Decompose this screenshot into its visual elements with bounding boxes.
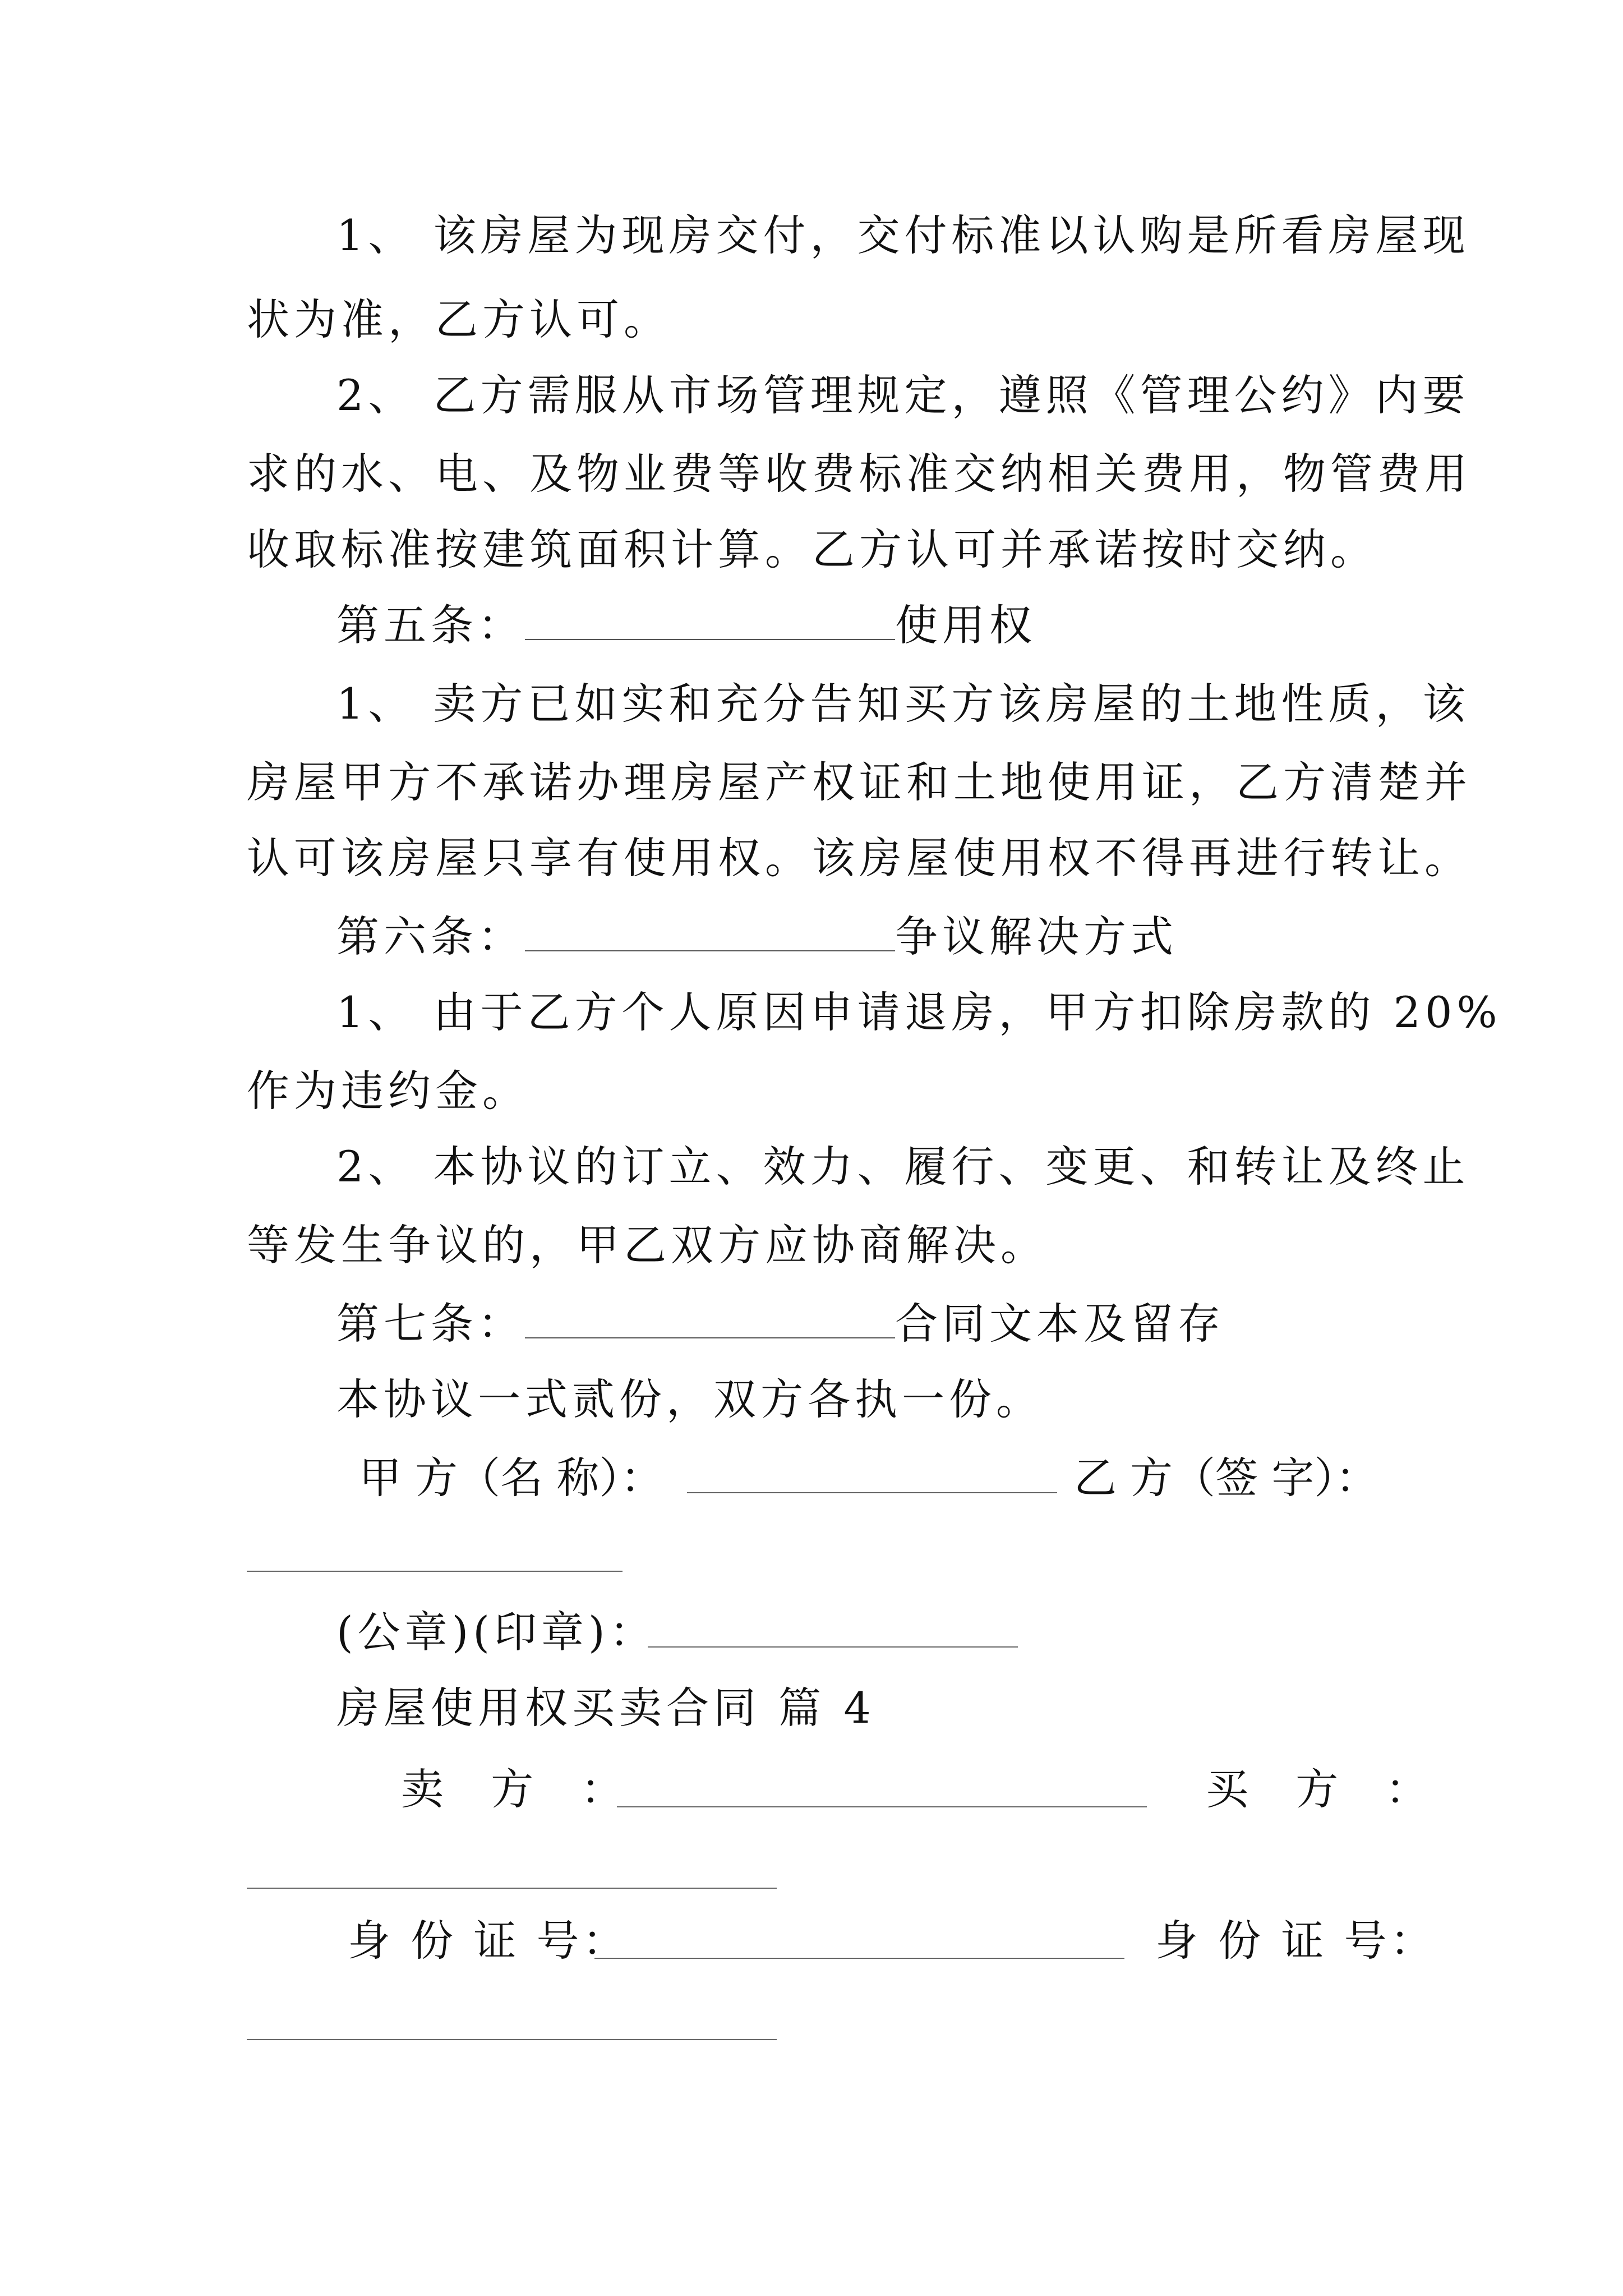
article-7-prefix: 第七条： [336, 1299, 525, 1349]
article-6-item-1-line-1: 1、 由于乙方个人原因申请退房，甲方扣除房款的 20% [336, 987, 1502, 1037]
article-6-prefix: 第六条： [336, 912, 525, 961]
article-5-blank-line [525, 600, 895, 640]
clause-4-item-2-line-2: 求的水、电、及物业费等收费标准交纳相关费用，物管费用 [247, 449, 1472, 499]
seal-label: (公章)(印章)： [336, 1607, 657, 1657]
article-7-title: 合同文本及留存 [895, 1299, 1225, 1349]
seller-label: 卖 方 ： [401, 1764, 640, 1814]
clause-4-item-2-line-1: 2、 乙方需服从市场管理规定，遵照《管理公约》内要 [336, 370, 1470, 420]
article-6-blank-line [525, 911, 895, 951]
article-7-blank-line [525, 1298, 895, 1338]
article-5-prefix: 第五条： [336, 600, 525, 650]
clause-4-item-2-line-3: 收取标准按建筑面积计算。乙方认可并承诺按时交纳。 [247, 524, 1377, 574]
article-6-item-2-line-2: 等发生争议的，甲乙双方应协商解决。 [247, 1220, 1048, 1270]
party-a-blank-line [687, 1492, 1057, 1493]
seller-id-label: 身 份 证 号： [348, 1916, 629, 1966]
seller-blank-line [617, 1806, 1147, 1807]
article-7-heading [336, 1296, 1225, 1352]
article-5-item-1-line-1: 1、 卖方已如实和充分告知买方该房屋的土地性质，该 [336, 679, 1470, 729]
seal-blank-line [648, 1646, 1018, 1648]
party-b-label: 乙 方（签 字）： [1074, 1453, 1378, 1503]
article-5-title: 使用权 [895, 600, 1036, 650]
buyer-id-label: 身 份 证 号： [1155, 1916, 1436, 1966]
seller-id-blank-line [594, 1958, 1124, 1959]
buyer-label: 买 方 ： [1206, 1764, 1445, 1814]
article-5-heading [336, 597, 1036, 654]
article-6-item-1-line-2: 作为违约金。 [247, 1066, 529, 1116]
buyer-id-blank-line [247, 2039, 777, 2040]
party-a-label: 甲 方（名 称）： [359, 1453, 663, 1503]
buyer-blank-line [247, 1888, 777, 1889]
article-5-item-1-line-2: 房屋甲方不承诺办理房屋产权证和土地使用证，乙方清楚并 [247, 757, 1472, 807]
article-6-title: 争议解决方式 [895, 912, 1178, 961]
article-5-item-1-line-3: 认可该房屋只享有使用权。该房屋使用权不得再进行转让。 [247, 833, 1472, 883]
article-6-item-2-line-1: 2、 本协议的订立、效力、履行、变更、和转让及终止 [336, 1142, 1470, 1191]
section-title: 房屋使用权买卖合同 篇 4 [336, 1683, 875, 1733]
article-7-text: 本协议一式贰份，双方各执一份。 [336, 1374, 1043, 1424]
clause-4-item-1-line-2: 状为准，乙方认可。 [247, 295, 671, 344]
clause-4-item-1-line-1: 1、 该房屋为现房交付，交付标准以认购是所看房屋现 [336, 210, 1470, 260]
article-6-heading [336, 909, 1178, 965]
party-b-blank-line [247, 1571, 623, 1572]
